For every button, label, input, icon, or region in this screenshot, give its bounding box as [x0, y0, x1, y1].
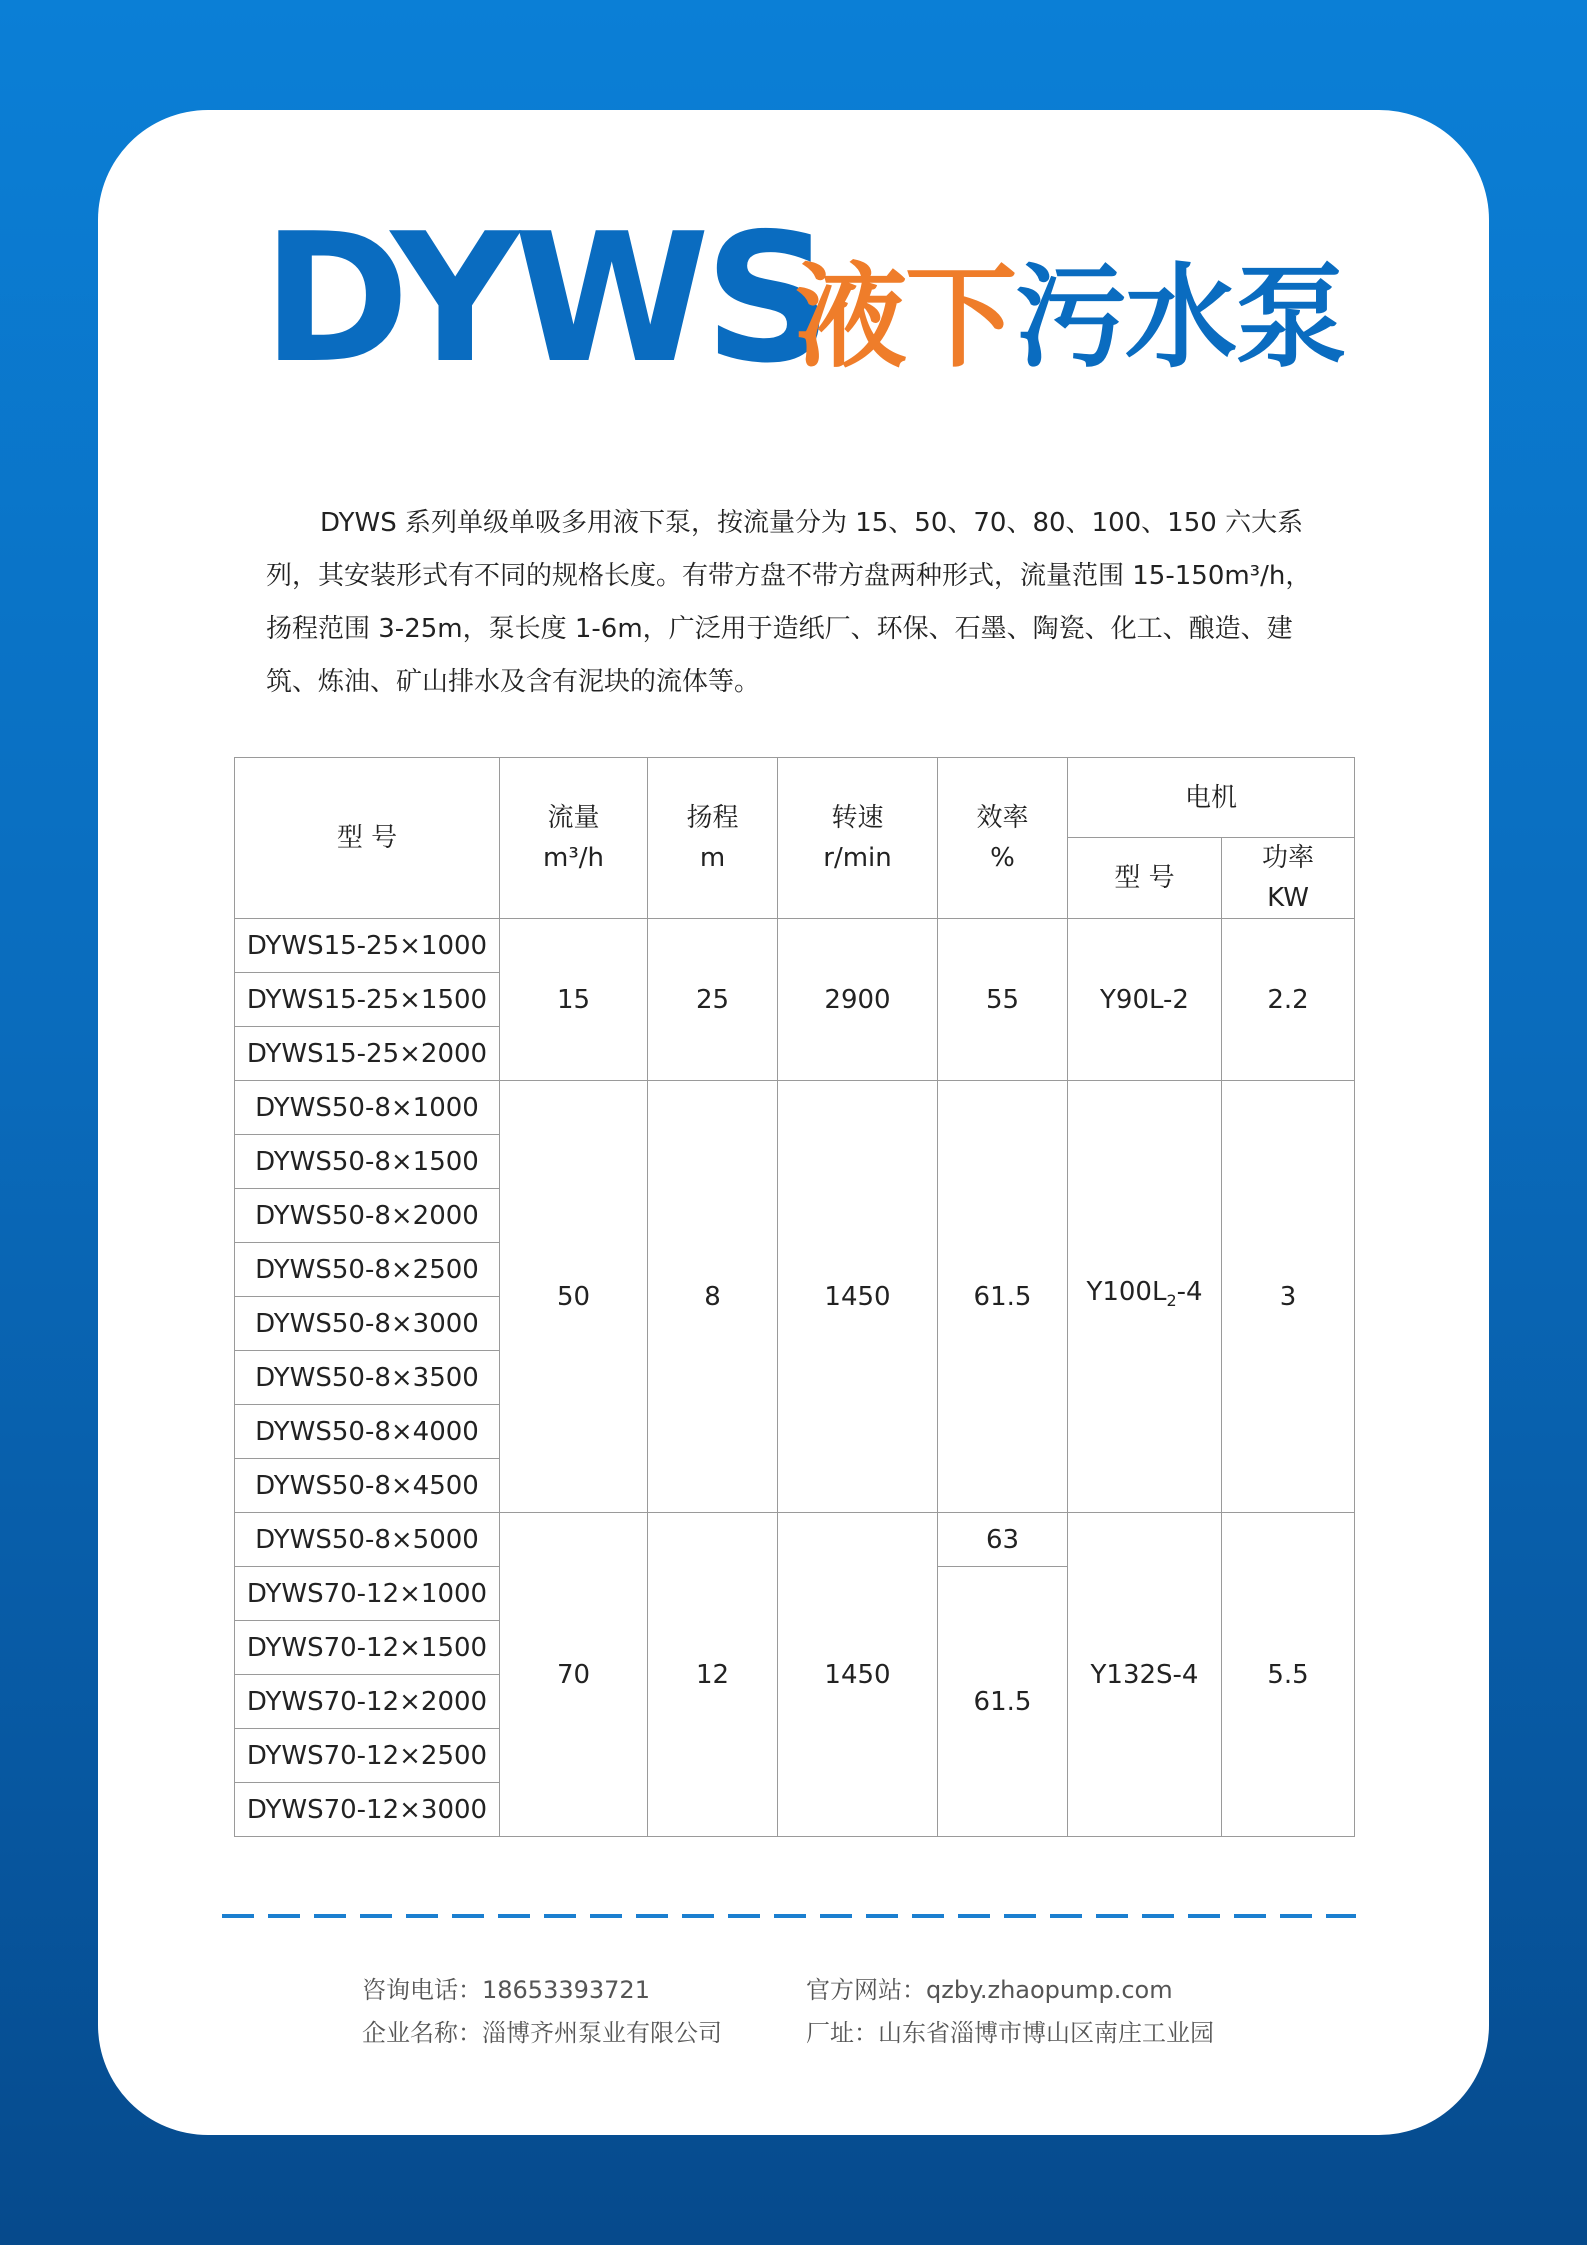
header-motor-model: 型 号 [1068, 838, 1222, 919]
model-cell: DYWS50-8×5000 [235, 1513, 500, 1567]
intro-paragraph: DYWS 系列单级单吸多用液下泵，按流量分为 15、50、70、80、100、150 六大系列，其安装形式有不同的规格长度。有带方盘不带方盘两种形式，流量范围 15-150m³/h，扬程范围 3-25m，泵长度 1-6m，广泛用于造纸厂、环保、石墨、陶瓷、化工、酿造、建筑、炼油、矿山排水及含有泥块的流体等。 [266, 508, 1312, 697]
head-cell: 8 [648, 1081, 778, 1513]
footer-phone: 咨询电话：18653393721 [362, 1976, 650, 2004]
title-chinese [795, 253, 1345, 383]
title-english: DYWS [262, 195, 827, 402]
flow-cell: 15 [500, 919, 648, 1081]
efficiency-cell: 63 [938, 1513, 1068, 1567]
title-chinese-orange: 液下 [795, 253, 1015, 383]
model-cell: DYWS50-8×1000 [235, 1081, 500, 1135]
efficiency-cell: 55 [938, 919, 1068, 1081]
model-cell: DYWS70-12×1500 [235, 1621, 500, 1675]
header-motor-power: 功率 KW [1222, 838, 1355, 919]
table-row [235, 1513, 1355, 1567]
header-head: 扬程 m [648, 758, 778, 919]
head-cell: 12 [648, 1513, 778, 1837]
header-speed: 转速 r/min [778, 758, 938, 919]
motor-model-cell: Y132S-4 [1068, 1513, 1222, 1837]
power-cell: 2.2 [1222, 919, 1355, 1081]
model-cell: DYWS50-8×3500 [235, 1351, 500, 1405]
footer-website: 官方网站：qzby.zhaopump.com [806, 1976, 1173, 2004]
model-cell: DYWS50-8×4500 [235, 1459, 500, 1513]
speed-cell: 1450 [778, 1081, 938, 1513]
model-cell: DYWS70-12×1000 [235, 1567, 500, 1621]
model-cell: DYWS15-25×2000 [235, 1027, 500, 1081]
head-cell: 25 [648, 919, 778, 1081]
model-cell: DYWS70-12×3000 [235, 1783, 500, 1837]
header-flow: 流量 m³/h [500, 758, 648, 919]
title-chinese-blue: 污水泵 [1015, 253, 1345, 383]
footer-address: 厂址：山东省淄博市博山区南庄工业园 [806, 2019, 1214, 2047]
flow-cell: 70 [500, 1513, 648, 1837]
model-cell: DYWS15-25×1000 [235, 919, 500, 973]
efficiency-cell: 61.5 [938, 1567, 1068, 1837]
speed-cell: 2900 [778, 919, 938, 1081]
power-cell: 5.5 [1222, 1513, 1355, 1837]
motor-model-cell: Y90L-2 [1068, 919, 1222, 1081]
header-model: 型 号 [235, 758, 500, 919]
spec-table [234, 757, 1355, 1837]
model-cell: DYWS50-8×1500 [235, 1135, 500, 1189]
footer-company: 企业名称：淄博齐州泵业有限公司 [362, 2019, 722, 2047]
model-cell: DYWS50-8×3000 [235, 1297, 500, 1351]
model-cell: DYWS50-8×2500 [235, 1243, 500, 1297]
header-motor: 电机 [1068, 758, 1355, 838]
model-cell: DYWS70-12×2000 [235, 1675, 500, 1729]
model-cell: DYWS70-12×2500 [235, 1729, 500, 1783]
model-cell: DYWS50-8×2000 [235, 1189, 500, 1243]
efficiency-cell: 61.5 [938, 1081, 1068, 1513]
model-cell: DYWS15-25×1500 [235, 973, 500, 1027]
dashed-divider [222, 1914, 1356, 1918]
motor-model-cell: $Y100L_2-4$ [1068, 1081, 1222, 1513]
header-row [235, 758, 1355, 838]
table-row [235, 919, 1355, 973]
model-cell: DYWS50-8×4000 [235, 1405, 500, 1459]
speed-cell: 1450 [778, 1513, 938, 1837]
table-row [235, 1081, 1355, 1135]
page-title [0, 0, 1587, 420]
header-efficiency: 效率 % [938, 758, 1068, 919]
power-cell: 3 [1222, 1081, 1355, 1513]
flow-cell: 50 [500, 1081, 648, 1513]
